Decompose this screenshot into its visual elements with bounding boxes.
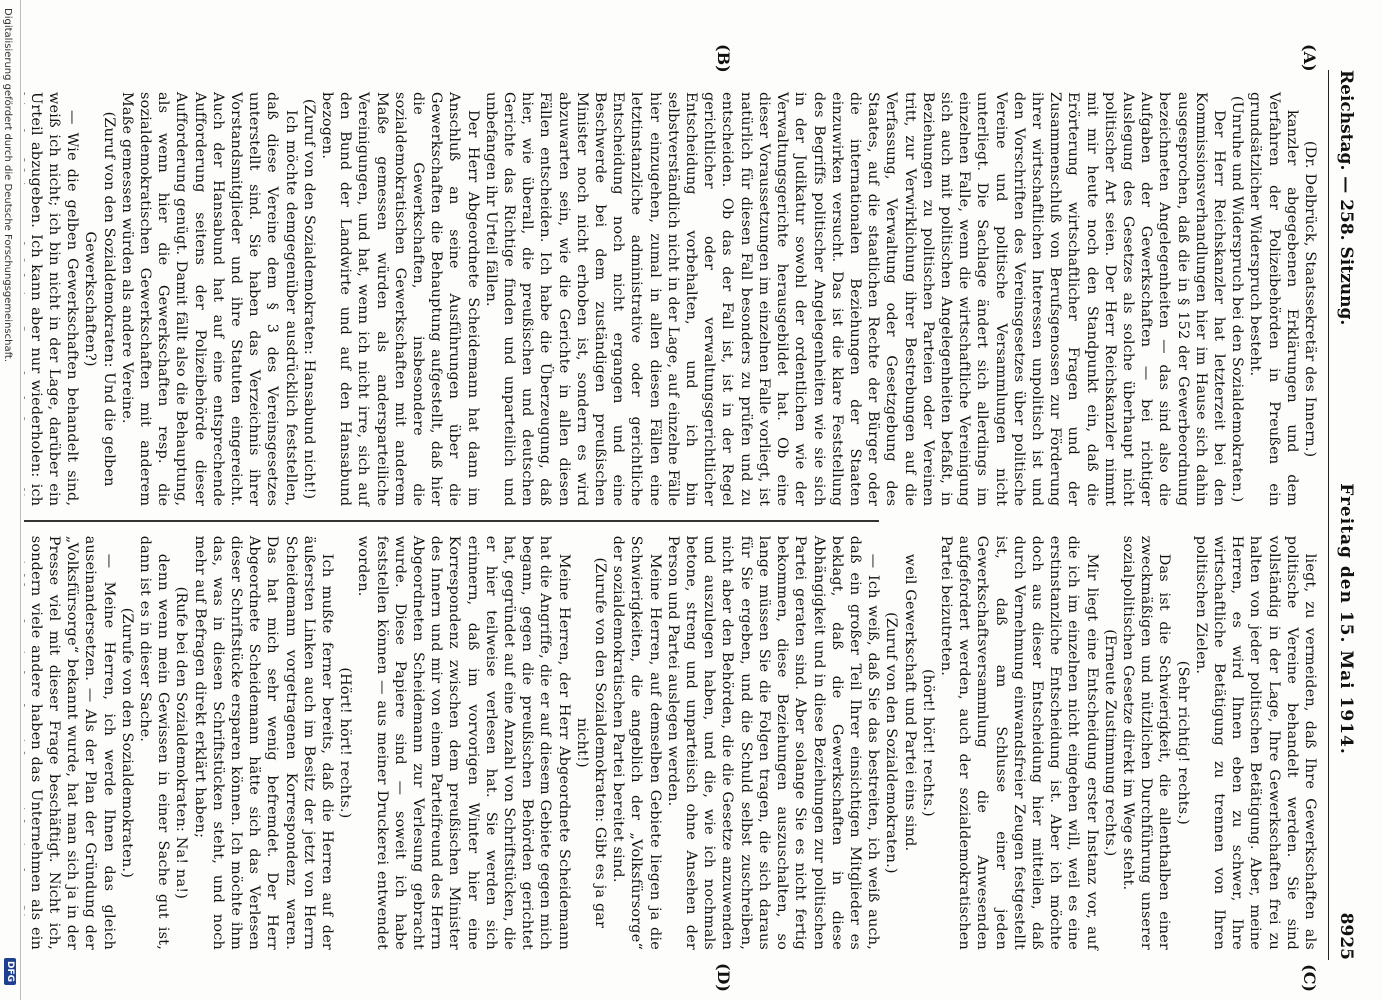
header-left: Reichstag. — 258. Sitzung. bbox=[1336, 70, 1356, 326]
paragraph: — Wie die gelben Gewerkschaften behandelt sind, weiß ich nicht; ich bin nicht in der Lage, darüber ein Urteil abzugeben. Ich kann aber nur wiederholen: ich bbox=[27, 92, 81, 507]
paragraph: liegt, zu vermeiden, daß Ihre Gewerkschaften als politische Vereine behandelt werden. Sie sind vollständig in der Lage, Ihre Gewerkschaften frei zu halten von jeder politischen Betätigung. Aber, meine Herren, es wird Ihnen eben zu schwer, Ihre wirtschaftliche Betätigung zu trennen von Ihren politischen Zielen. bbox=[1192, 535, 1318, 950]
margin-marker-d: (D) bbox=[714, 962, 733, 992]
text-columns bbox=[24, 78, 1319, 964]
paragraph: Der Herr Reichskanzler hat letzterzeit bei den Kommissionsverhandlungen hier im Hause sich dahin ausgesprochen, daß die in § 152 der Gewerbeordnung bezeichneten Angelegenheiten — das sind also die Aufgaben der Gewerkschaften — bei richtiger Auslegung des Gesetzes als solche überhaupt nicht politischer Art seien. Der Herr Reichskanzler nimmt mit mir heute noch den Standpunkt ein, daß die Erörterung wirtschaftlicher Fragen und der Zusammenschluß von Berufsgenossen zur Förderung ihrer wirtschaftlichen Interessen unpolitisch ist und den Vorschriften des Vereinsgesetzes über politische Vereine und politische Versammlungen nicht unterliegt. Die Sachlage ändert sich allerdings im einzelnen Falle, wenn die wirtschaftliche Vereinigung sich auch mit politischen Angelegenheiten befaßt, in Beziehungen zu politischen Parteien oder Vereinen tritt, zur Verwirklichung ihrer Bestrebungen auf die Verfassung, Verwaltung oder Gesetzgebung des Staates, auf die staatlichen Rechte der Bürger oder die internationalen Beziehungen der Staaten einzuwirken versucht. Das ist die klare Feststellung des Begriffs politischer Angelegenheiten wie sie sich in der Judikatur sowohl der ordentlichen wie der Verwaltungsgerichte herausgebildet hat. Ob eine dieser Voraussetzungen im einzelnen Falle vorliegt, ist natürlich für diesen Fall besonders zu prüfen und zu entscheiden. Ob das der Fall ist, ist in der Regel gerichtlicher oder verwaltungsgerichtlicher Entscheidung vorbehalten, und ich bin selbstverständlich nicht in der Lage, auf einzelne Fälle hier einzugehen, zumal in allen diesen Fällen eine letztinstanzliche administrative oder gerichtliche Entscheidung noch nicht ergangen und eine Beschwerde bei dem zuständigen preußischen Minister noch nicht erhoben ist, sondern es wird abzuwarten sein, wie die Gerichte in allen diesen Fällen entscheiden. Ich habe die Überzeugung, daß hier, wie überall, die preußischen und deutschen Gerichte das Richtige finden und unparteilich und unbefangen ihr Urteil fällen. bbox=[482, 92, 1227, 507]
paragraph: weil Gewerkschaft und Partei eins sind. bbox=[901, 553, 918, 852]
page-header bbox=[1328, 70, 1359, 960]
paragraph: kanzler abgegebenen Erklärungen und dem Verfahren der Polizeibehörden in Preußen ein grundsätzlicher Widerspruch besteht. bbox=[1247, 92, 1300, 507]
paragraph: (Zuruf von den Sozialdemokraten.) bbox=[883, 612, 900, 874]
dfg-logo: DFG bbox=[4, 958, 16, 985]
margin-marker-b: (B) bbox=[714, 44, 733, 73]
paragraph: Das ist die Schwierigkeit, die allenthalben einer zweckmäßigen und nützlichen Durchführung unserer sozialpolitischen Gesetze direkt im Wege steht. bbox=[1119, 535, 1173, 950]
paragraph: (Sehr richtig! rechts.) bbox=[1174, 660, 1191, 825]
paragraph: (Hört! hört! rechts.) bbox=[337, 667, 354, 819]
paragraph: Mir liegt eine Entscheidung erster Instanz vor, auf die ich im einzelnen nicht eingehen will, weil es eine erstinstanzliche Entscheidung ist. Aber ich möchte doch aus dieser Entscheidung hier mitteilen, daß durch Vernehmung einwandsfreier Zeugen festgestellt ist, daß am Schlusse einer jeden Gewerkschaftsversammlung die Anwesenden aufgefordert werden, auch der sozialdemokratischen Partei beizutreten. bbox=[937, 535, 1100, 950]
footer-strip bbox=[0, 0, 21, 1000]
text-column-left bbox=[24, 78, 1319, 520]
margin-marker-c: (C) bbox=[1300, 964, 1319, 992]
paragraph: (hört! hört! rechts.) bbox=[919, 668, 936, 817]
paragraph: — Meine Herren, ich werde Ihnen das gleich auseinandersetzen. — Als der Plan der Gründung der „Volksfürsorge“ bekannt wurde, hat man sich ja in der Presse viel mit dieser Frage beschäftigt. Nicht ich, sondern viele andere haben das Unternehmen als ein bbox=[27, 535, 117, 950]
paragraph: (Zuruf von den Sozialdemokraten: Und die gelben Gewerkschaften?) bbox=[82, 111, 117, 487]
paragraph: (Zurufe von den Sozialdemokraten.) bbox=[118, 607, 135, 879]
header-date: Freitag den 15. Mai 1914. bbox=[1336, 483, 1356, 755]
paragraph: Meine Herren, der Herr Abgeordnete Scheidemann hat die Angriffe, die er auf diesem Gebiete gegen mich begann, gegen die preußischen Behörden gerichtet hat, gegründet auf eine Anzahl von Schriftstücken, die er hier teilweise verlesen hat. Sie werden sich erinnern, daß im vorvorigen Winter hier eine Korrespondenz zwischen dem preußischen Minister des Innern und mir von einem Parteifreund des Herrn Abgeordneten Scheidemann zur Verlesung gebracht wurde. Diese Papiere sind — soweit ich habe feststellen können — aus meiner Druckerei entwendet worden. bbox=[355, 535, 572, 950]
paragraph: Der Herr Abgeordnete Scheidemann hat dann im Anschluß an seine Ausführungen über die Gewerkschaften die Behauptung aufgestellt, daß hier die Gewerkschaften, insbesondere die sozialdemokratischen Gewerkschaften mit anderem Maße gemessen würden als andersparteiliche Vereinigungen, und hat, wenn ich nicht irre, sich auf den Bund der Landwirte und auf den Hansabund bezogen. bbox=[319, 92, 481, 507]
page-number: 8925 bbox=[1336, 912, 1356, 960]
text-column-right bbox=[24, 522, 1319, 964]
margin-marker-a: (A) bbox=[1300, 44, 1319, 72]
paragraph: (Zurufe von den Sozialdemokraten: Gibt es ja gar nicht!) bbox=[573, 557, 609, 929]
paragraph: denn wenn mein Gewissen in einer Sache gut ist, dann ist es in dieser Sache. bbox=[137, 535, 172, 950]
paragraph: (Rufe bei den Sozialdemokraten: Na! na!) bbox=[173, 586, 190, 900]
paragraph: Ich mußte ferner bereits, daß die Herren auf der äußersten Linken auch im Besitz der jetzt von Herrn Scheidemann vorgetragenen Korrespondenz waren. Das hat mich sehr wenig befremdet. Der Herr Abgeordnete Scheidemann hätte sich das Verlesen dieser Schriftstücke ersparen können. Ich möchte ihm das, was in diesen Schriftstücken steht, und noch mehr auf Befragen direkt erklärt haben; bbox=[191, 535, 336, 950]
paragraph: — Ich weiß, daß Sie das bestreiten, ich weiß auch, daß ein großer Teil Ihrer einsichtigen Mitglieder es beklagt, daß die Gewerkschaften in diese Abhängigkeit und in diese Beziehungen zur politischen Partei geraten sind. Aber solange Sie es nicht fertig bekommen, diese Beziehungen auszuschalten, so lange müssen Sie die Folgen tragen, die sich daraus für Sie ergeben, und die Schuld selbst zuschreiben, nicht aber den Behörden, die die Gesetze anzuwenden und auszulegen haben, und die, wie ich nochmals betone, streng und unparteiisch ohne Ansehen der Person und Partei auslegen werden. bbox=[664, 535, 882, 950]
digitization-note: Digitalisierung gefördert durch die Deutsche Forschungsgemeinschaft. bbox=[2, 8, 13, 363]
paragraph: (Erneute Zustimmung rechts.) bbox=[1101, 629, 1118, 857]
paragraph: (Zuruf von den Sozialdemokraten: Hansabund nicht!) bbox=[300, 98, 317, 500]
paragraph: (Dr. Delbrück, Staatssekretär des Innern.) bbox=[1302, 140, 1318, 458]
paragraph: (Unruhe und Widerspruch bei den Sozialdemokraten.) bbox=[1229, 95, 1246, 503]
paragraph: Meine Herren, auf demselben Gebiete liegen ja die Schwierigkeiten, die angeblich der „Volksfürsorge“ der sozialdemokratischen Partei bereitet sind. bbox=[610, 535, 663, 950]
paragraph: Ich möchte demgegenüber ausdrücklich feststellen, daß diese Vereine dem § 3 des Vereinsgesetzes unterstellt sind. Sie haben das Verzeichnis ihrer Vorstandsmitglieder und ihre Statuten eingereicht. Auch der Hansabund hat auf eine entsprechende Aufforderung seitens der Polizeibehörde dieser Aufforderung genügt. Damit fällt also die Behauptung, als wenn hier die Gewerkschaften resp. die sozialdemokratischen Gewerkschaften mit anderem Maße gemessen würden als andere Vereine. bbox=[118, 92, 299, 507]
